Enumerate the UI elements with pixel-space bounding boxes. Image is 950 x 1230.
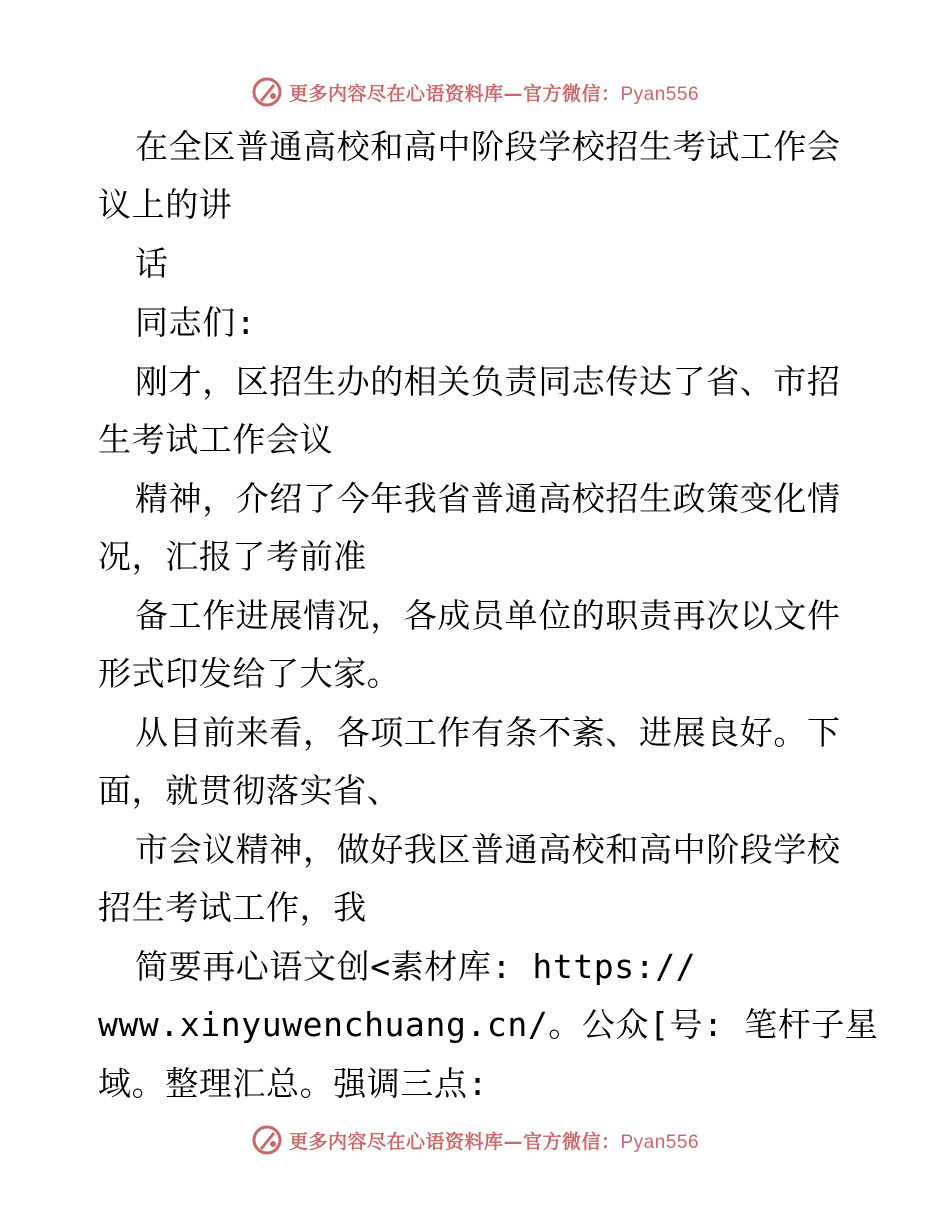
banner-main-text: 更多内容尽在心语资料库— — [288, 82, 523, 105]
speech-title-line-1: 在全区普通高校和高中阶段学校招生考试工作会 — [135, 127, 841, 166]
quill-logo-icon — [251, 1124, 283, 1156]
paragraph-line: 简要再心语文创<素材库: https:// — [135, 947, 697, 986]
paragraph-line: 招生考试工作，我 — [98, 888, 367, 927]
header-banner — [0, 72, 950, 112]
speech-title-line-3: 话 — [135, 244, 169, 283]
banner-wechat-label: 官方微信： — [522, 1130, 621, 1153]
paragraph-line: 备工作进展情况，各成员单位的职责再次以文件 — [135, 596, 841, 635]
paragraph-line: 域。整理汇总。强调三点: — [98, 1064, 489, 1103]
speech-title-line-2: 议上的讲 — [98, 185, 233, 224]
paragraph-line: 精神，介绍了今年我省普通高校招生政策变化情 — [135, 479, 841, 518]
banner-main-text: 更多内容尽在心语资料库— — [288, 1130, 523, 1153]
footer-banner — [0, 1120, 950, 1160]
salutation: 同志们: — [135, 303, 257, 342]
paragraph-line: 面，就贯彻落实省、 — [98, 771, 401, 810]
banner-text — [289, 1127, 699, 1154]
paragraph-line: 刚才，区招生办的相关负责同志传达了省、市招 — [135, 362, 841, 401]
paragraph-line: 况，汇报了考前准 — [98, 537, 367, 576]
banner-text — [289, 79, 699, 106]
banner-wechat-id: Pyan556 — [620, 1131, 700, 1153]
banner-wechat-id: Pyan556 — [620, 83, 700, 105]
paragraph-line: www.xinyuwenchuang.cn/。公众[号: 笔杆子星 — [98, 1005, 879, 1044]
paragraph-line: 从目前来看，各项工作有条不紊、进展良好。下 — [135, 713, 841, 752]
quill-logo-icon — [251, 76, 283, 108]
paragraph-line: 市会议精神，做好我区普通高校和高中阶段学校 — [135, 830, 841, 869]
paragraph-line: 形式印发给了大家。 — [98, 654, 401, 693]
paragraph-line: 生考试工作会议 — [98, 420, 334, 459]
banner-wechat-label: 官方微信： — [522, 82, 621, 105]
